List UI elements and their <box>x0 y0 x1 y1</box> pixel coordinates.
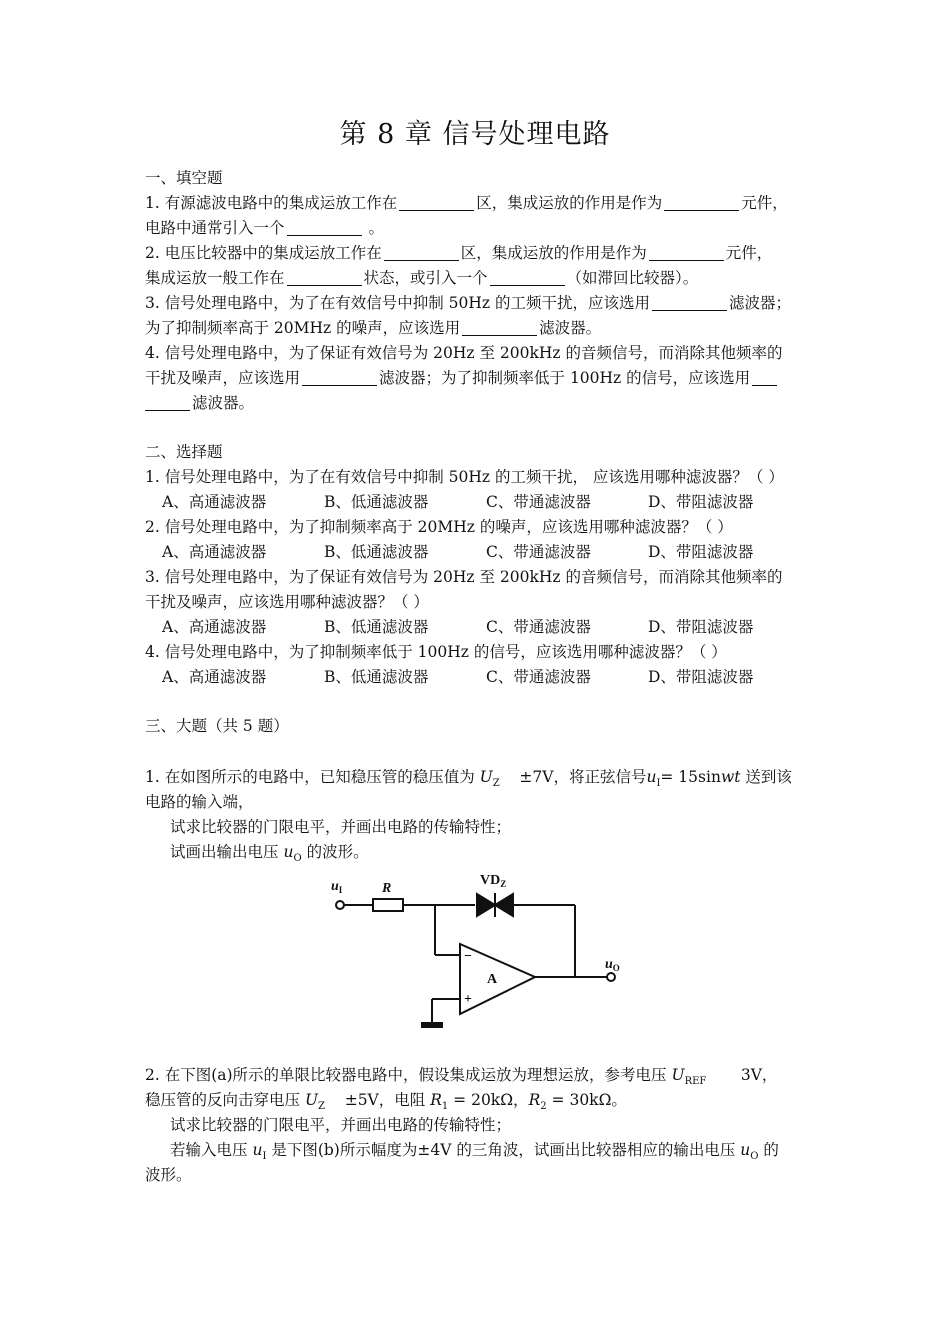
output-terminal <box>607 973 615 981</box>
option-b[interactable]: B、低通滤波器 <box>324 618 429 636</box>
s3-p1-text-g: 试画出输出电压 <box>170 843 279 861</box>
answer-blank[interactable] <box>490 269 565 286</box>
s1-q2-line1 <box>145 243 772 263</box>
option-c[interactable]: C、带通滤波器 <box>486 543 591 561</box>
s3-p1-text-a: 1. 在如图所示的电路中，已知稳压管的稳压值为 <box>145 768 475 786</box>
s3-p2-text-f: = 30kΩ。 <box>551 1091 627 1109</box>
s2-q1: 1. 信号处理电路中，为了在有效信号中抑制 50Hz 的工频干扰， 应该选用哪种滤波器？（ ） <box>145 468 784 486</box>
s3-p2-line1 <box>145 1065 777 1092</box>
noninverting-sign: + <box>464 992 472 1007</box>
answer-blank[interactable] <box>302 369 377 386</box>
answer-blank[interactable] <box>399 194 474 211</box>
op-amp-label: A <box>487 972 498 987</box>
section3-heading: 三、大题（共 5 题） <box>145 717 289 735</box>
s1-q1-text-d: 电路中通常引入一个 <box>145 219 285 237</box>
option-b[interactable]: B、低通滤波器 <box>324 543 429 561</box>
s3-p2-text-i: 是下图(b)所示幅度为±4V 的三角波，试画出比较器相应的输出电压 <box>271 1141 736 1159</box>
s1-q2-text-e: 状态，或引入一个 <box>363 269 488 287</box>
answer-blank[interactable] <box>649 244 724 261</box>
option-c[interactable]: C、带通滤波器 <box>486 618 591 636</box>
diode-label: $VD_Z$ <box>480 873 507 889</box>
chapter-title: 第 8 章 信号处理电路 <box>339 119 611 150</box>
symbol-Uref: U <box>671 1066 685 1084</box>
s1-q4-text-d: 滤波器。 <box>192 394 255 412</box>
symbol-Uz: U <box>479 768 493 786</box>
s3-p1-text-h: 的波形。 <box>306 843 369 861</box>
s3-p2-text-h: 若输入电压 <box>170 1141 248 1159</box>
s3-p1-text-c: = 15sin <box>660 768 721 786</box>
symbol-uO2: u <box>740 1141 751 1159</box>
s1-q3-text-b: 滤波器； <box>728 294 791 312</box>
s3-p2-line5: 波形。 <box>145 1166 192 1184</box>
answer-blank[interactable] <box>652 294 727 311</box>
symbol-uI-sub: I <box>656 778 661 789</box>
inverting-sign: − <box>464 949 472 964</box>
symbol-R2: R <box>528 1091 541 1109</box>
s3-p1-line3: 试求比较器的门限电平，并画出电路的传输特性； <box>170 818 512 836</box>
s2-q4-options <box>162 667 810 687</box>
s1-q4-text-b: 干扰及噪声，应该选用 <box>145 369 301 387</box>
option-a[interactable]: A、高通滤波器 <box>162 543 267 561</box>
s3-p1-text-d: 送到该 <box>745 768 792 786</box>
symbol-R1: R <box>430 1091 442 1109</box>
s3-p2-text-e: = 20kΩ， <box>453 1091 529 1109</box>
answer-blank[interactable] <box>664 194 739 211</box>
input-label: $u_I$ <box>331 879 343 895</box>
s1-q2-text-f: （如滞回比较器）。 <box>566 269 699 287</box>
s1-q2-line2 <box>145 268 698 288</box>
symbol-uI2-sub: I <box>262 1151 267 1162</box>
option-c[interactable]: C、带通滤波器 <box>486 668 591 686</box>
comparator-circuit-figure <box>325 864 635 1034</box>
answer-blank[interactable] <box>384 244 459 261</box>
s1-q3-text-a: 3. 信号处理电路中，为了在有效信号中抑制 50Hz 的工频干扰，应该选用 <box>145 294 650 312</box>
option-c[interactable]: C、带通滤波器 <box>486 493 591 511</box>
s3-p2-text-a: 2. 在下图(a)所示的单限比较器电路中，假设集成运放为理想运放，参考电压 <box>145 1066 667 1084</box>
resistor-label: R <box>382 881 392 896</box>
s1-q1-text-a: 1. 有源滤波电路中的集成运放工作在 <box>145 194 398 212</box>
s3-p2-line4 <box>170 1140 779 1167</box>
s2-q3-line1: 3. 信号处理电路中，为了保证有效信号为 20Hz 至 200kHz 的音频信号，而消除其他频率的 <box>145 568 783 586</box>
section1-heading: 一、填空题 <box>145 169 223 187</box>
s1-q2-text-d: 集成运放一般工作在 <box>145 269 285 287</box>
option-d[interactable]: D、带阻滤波器 <box>648 668 754 686</box>
s1-q4-line2 <box>145 368 779 388</box>
s1-q4-line3 <box>145 393 254 413</box>
s3-p2-text-j: 的 <box>763 1141 779 1159</box>
s1-q3-line2 <box>145 318 601 338</box>
s2-q2-options <box>162 542 810 562</box>
symbol-uO2-sub: O <box>750 1151 759 1162</box>
s3-p2-line3: 试求比较器的门限电平，并画出电路的传输特性； <box>170 1116 512 1134</box>
s2-q3-options <box>162 617 810 637</box>
answer-blank[interactable] <box>462 319 537 336</box>
s1-q1-line1 <box>145 193 788 213</box>
s1-q4-line1: 4. 信号处理电路中，为了保证有效信号为 20Hz 至 200kHz 的音频信号，而消除其他频率的 <box>145 344 783 362</box>
symbol-Uref-sub: REF <box>684 1076 707 1087</box>
symbol-Uz2: U <box>304 1091 319 1109</box>
s2-q3-line2: 干扰及噪声，应该选用哪种滤波器？（ ） <box>145 593 429 611</box>
s3-p1-line1 <box>145 767 792 794</box>
symbol-uO-sub: O <box>293 853 302 864</box>
option-d[interactable]: D、带阻滤波器 <box>648 493 754 511</box>
symbol-uI: u <box>646 768 657 786</box>
option-b[interactable]: B、低通滤波器 <box>324 668 429 686</box>
s3-p2-text-b: 3V， <box>740 1066 778 1084</box>
s2-q4: 4. 信号处理电路中，为了抑制频率低于 100Hz 的信号，应该选用哪种滤波器？（ ） <box>145 643 727 661</box>
s1-q2-text-c: 元件， <box>725 244 773 262</box>
s1-q4-text-c: 滤波器；为了抑制频率低于 100Hz 的信号，应该选用 <box>379 369 751 387</box>
symbol-R1-sub: 1 <box>441 1101 449 1112</box>
s2-q2: 2. 信号处理电路中，为了抑制频率高于 20MHz 的噪声，应该选用哪种滤波器？（ ） <box>145 518 733 536</box>
option-a[interactable]: A、高通滤波器 <box>162 668 267 686</box>
symbol-uI2: u <box>252 1141 263 1159</box>
s1-q3-line1 <box>145 293 791 313</box>
symbol-uO: u <box>283 843 294 861</box>
output-label: $u_O$ <box>605 957 620 973</box>
s3-p1-line2: 电路的输入端， <box>145 793 254 811</box>
s1-q1-text-e: 。 <box>368 219 384 237</box>
symbol-wt: wt <box>720 768 741 786</box>
option-b[interactable]: B、低通滤波器 <box>324 493 429 511</box>
s3-p2-text-c: 稳压管的反向击穿电压 <box>145 1091 301 1109</box>
zener-diode-VDz <box>477 893 513 917</box>
answer-blank[interactable] <box>752 369 777 386</box>
symbol-R2-sub: 2 <box>540 1101 547 1112</box>
s3-p2-line2 <box>145 1090 627 1117</box>
symbol-Uz-sub: Z <box>492 778 500 789</box>
symbol-Uz2-sub: Z <box>318 1101 325 1112</box>
resistor-R <box>373 899 403 911</box>
option-a[interactable]: A、高通滤波器 <box>162 493 267 511</box>
s1-q2-text-a2: 2. 电压比较器中的集成运放工作在 <box>145 244 382 262</box>
s1-q2-text-b: 区，集成运放的作用是作为 <box>460 244 647 262</box>
s3-p1-text-b: ±7V，将正弦信号 <box>519 768 647 786</box>
section2-heading: 二、选择题 <box>145 443 223 461</box>
s1-q3-text-c: 为了抑制频率高于 20MHz 的噪声，应该选用 <box>145 319 461 337</box>
s1-q1-text-c: 元件， <box>741 194 788 212</box>
answer-blank[interactable] <box>287 219 362 236</box>
answer-blank[interactable] <box>287 269 362 286</box>
s2-q1-options <box>162 492 810 512</box>
input-terminal <box>336 901 344 909</box>
answer-blank[interactable] <box>145 394 190 411</box>
s1-q3-text-d: 滤波器。 <box>539 319 602 337</box>
s3-p2-text-d: ±5V，电阻 <box>344 1091 426 1109</box>
option-a[interactable]: A、高通滤波器 <box>162 618 267 636</box>
ground-symbol <box>422 1023 442 1027</box>
option-d[interactable]: D、带阻滤波器 <box>648 543 754 561</box>
option-d[interactable]: D、带阻滤波器 <box>648 618 754 636</box>
s1-q1-text-b: 区，集成运放的作用是作为 <box>476 194 663 212</box>
s1-q1-line2 <box>145 218 384 238</box>
